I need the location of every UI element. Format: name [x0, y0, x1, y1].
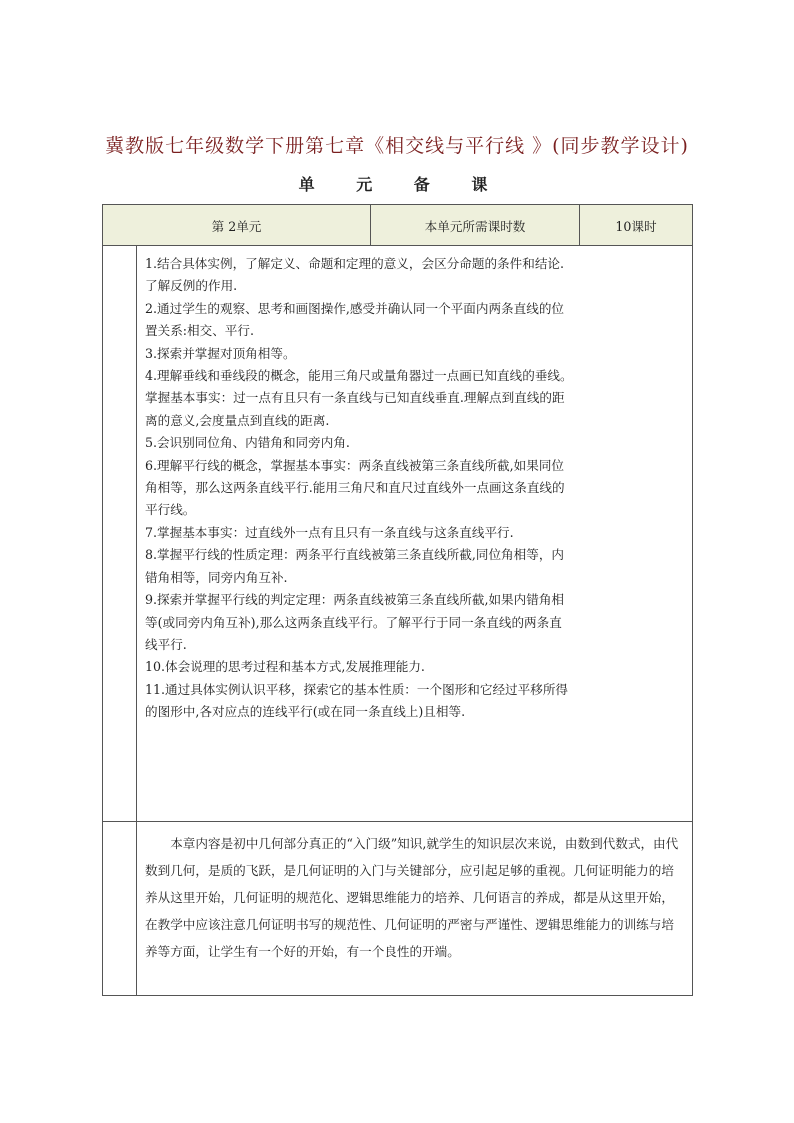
objective-line: 掌握基本事实：过一点有且只有一条直线与已知直线垂直.理解点到直线的距 — [145, 390, 565, 406]
objective-line: 2.通过学生的观察、思考和画图操作,感受并确认同一个平面内两条直线的位 — [145, 300, 565, 316]
objective-line: 9.探索并掌握平行线的判定定理：两条直线被第三条直线所截,如果内错角相 — [145, 592, 565, 608]
unit-plan-table — [102, 204, 693, 996]
objective-line: 等(或同旁内角互补),那么这两条直线平行。了解平行于同一条直线的两条直 — [145, 614, 562, 630]
analysis-row — [103, 822, 693, 996]
unit-cell: 第 2单元 — [103, 205, 371, 246]
objective-line: 线平行. — [145, 636, 187, 652]
document-subtitle: 单 元 备 课 — [298, 175, 506, 194]
analysis-cell — [137, 822, 693, 996]
hours-label-cell: 本单元所需课时数 — [371, 205, 580, 246]
objective-line: 8.掌握平行线的性质定理：两条平行直线被第三条直线所截,同位角相等，内 — [145, 547, 565, 563]
document-title: 冀教版七年级数学下册第七章《相交线与平行线 》(同步教学设计) — [105, 135, 689, 157]
hours-value-cell: 10课时 — [580, 205, 693, 246]
table-header-row — [103, 205, 693, 246]
objective-line: 的图形中,各对应点的连线平行(或在同一条直线上)且相等. — [145, 704, 466, 720]
objective-line: 离的意义,会度量点到直线的距离. — [145, 412, 330, 428]
objective-line: 5.会识别同位角、内错角和同旁内角. — [145, 435, 350, 451]
objectives-list — [145, 253, 686, 724]
objective-line: 了解反例的作用. — [145, 278, 238, 294]
objective-line: 3.探索并掌握对顶角相等。 — [145, 345, 296, 361]
objective-line: 4.理解垂线和垂线段的概念，能用三角尺或量角器过一点画已知直线的垂线。 — [145, 368, 573, 384]
objective-line: 1.结合具体实例，了解定义、命题和定理的意义，会区分命题的条件和结论. — [145, 256, 565, 271]
objectives-cell — [137, 246, 693, 822]
analysis-paragraph: 本章内容是初中几何部分真正的“入门级”知识,就学生的知识层次来说，由数到代数式，由代数到几何，是质的飞跃，是几何证明的入门与关键部分，应引起足够的重视。几何证明能力的培养从这里开始，几何证明的规范化、逻辑思维能力的培养、几何语言的养成，都是从这里开始，在教学中应该注意几何证明书写的规范性、几何证明的严密与严谨性、逻辑思维能力的训练与培养等方面，让学生有一个好的开始，有一个良性的开端。 — [145, 836, 679, 959]
objective-line: 错角相等，同旁内角互补. — [145, 569, 288, 585]
objective-line: 10.体会说理的思考过程和基本方式,发展推理能力. — [145, 659, 425, 675]
objective-line: 7.掌握基本事实：过直线外一点有且只有一条直线与这条直线平行. — [145, 524, 514, 540]
objective-line: 平行线。 — [145, 502, 196, 518]
objective-line: 11.通过具体实例认识平移，探索它的基本性质：一个图形和它经过平移所得 — [145, 681, 569, 697]
objectives-row — [103, 246, 693, 822]
analysis-side-cell — [103, 822, 137, 996]
objectives-side-cell — [103, 246, 137, 822]
objective-line: 角相等，那么这两条直线平行.能用三角尺和直尺过直线外一点画这条直线的 — [145, 480, 565, 496]
objective-line: 6.理解平行线的概念，掌握基本事实：两条直线被第三条直线所截,如果同位 — [145, 457, 565, 473]
objective-line: 置关系:相交、平行. — [145, 323, 254, 339]
